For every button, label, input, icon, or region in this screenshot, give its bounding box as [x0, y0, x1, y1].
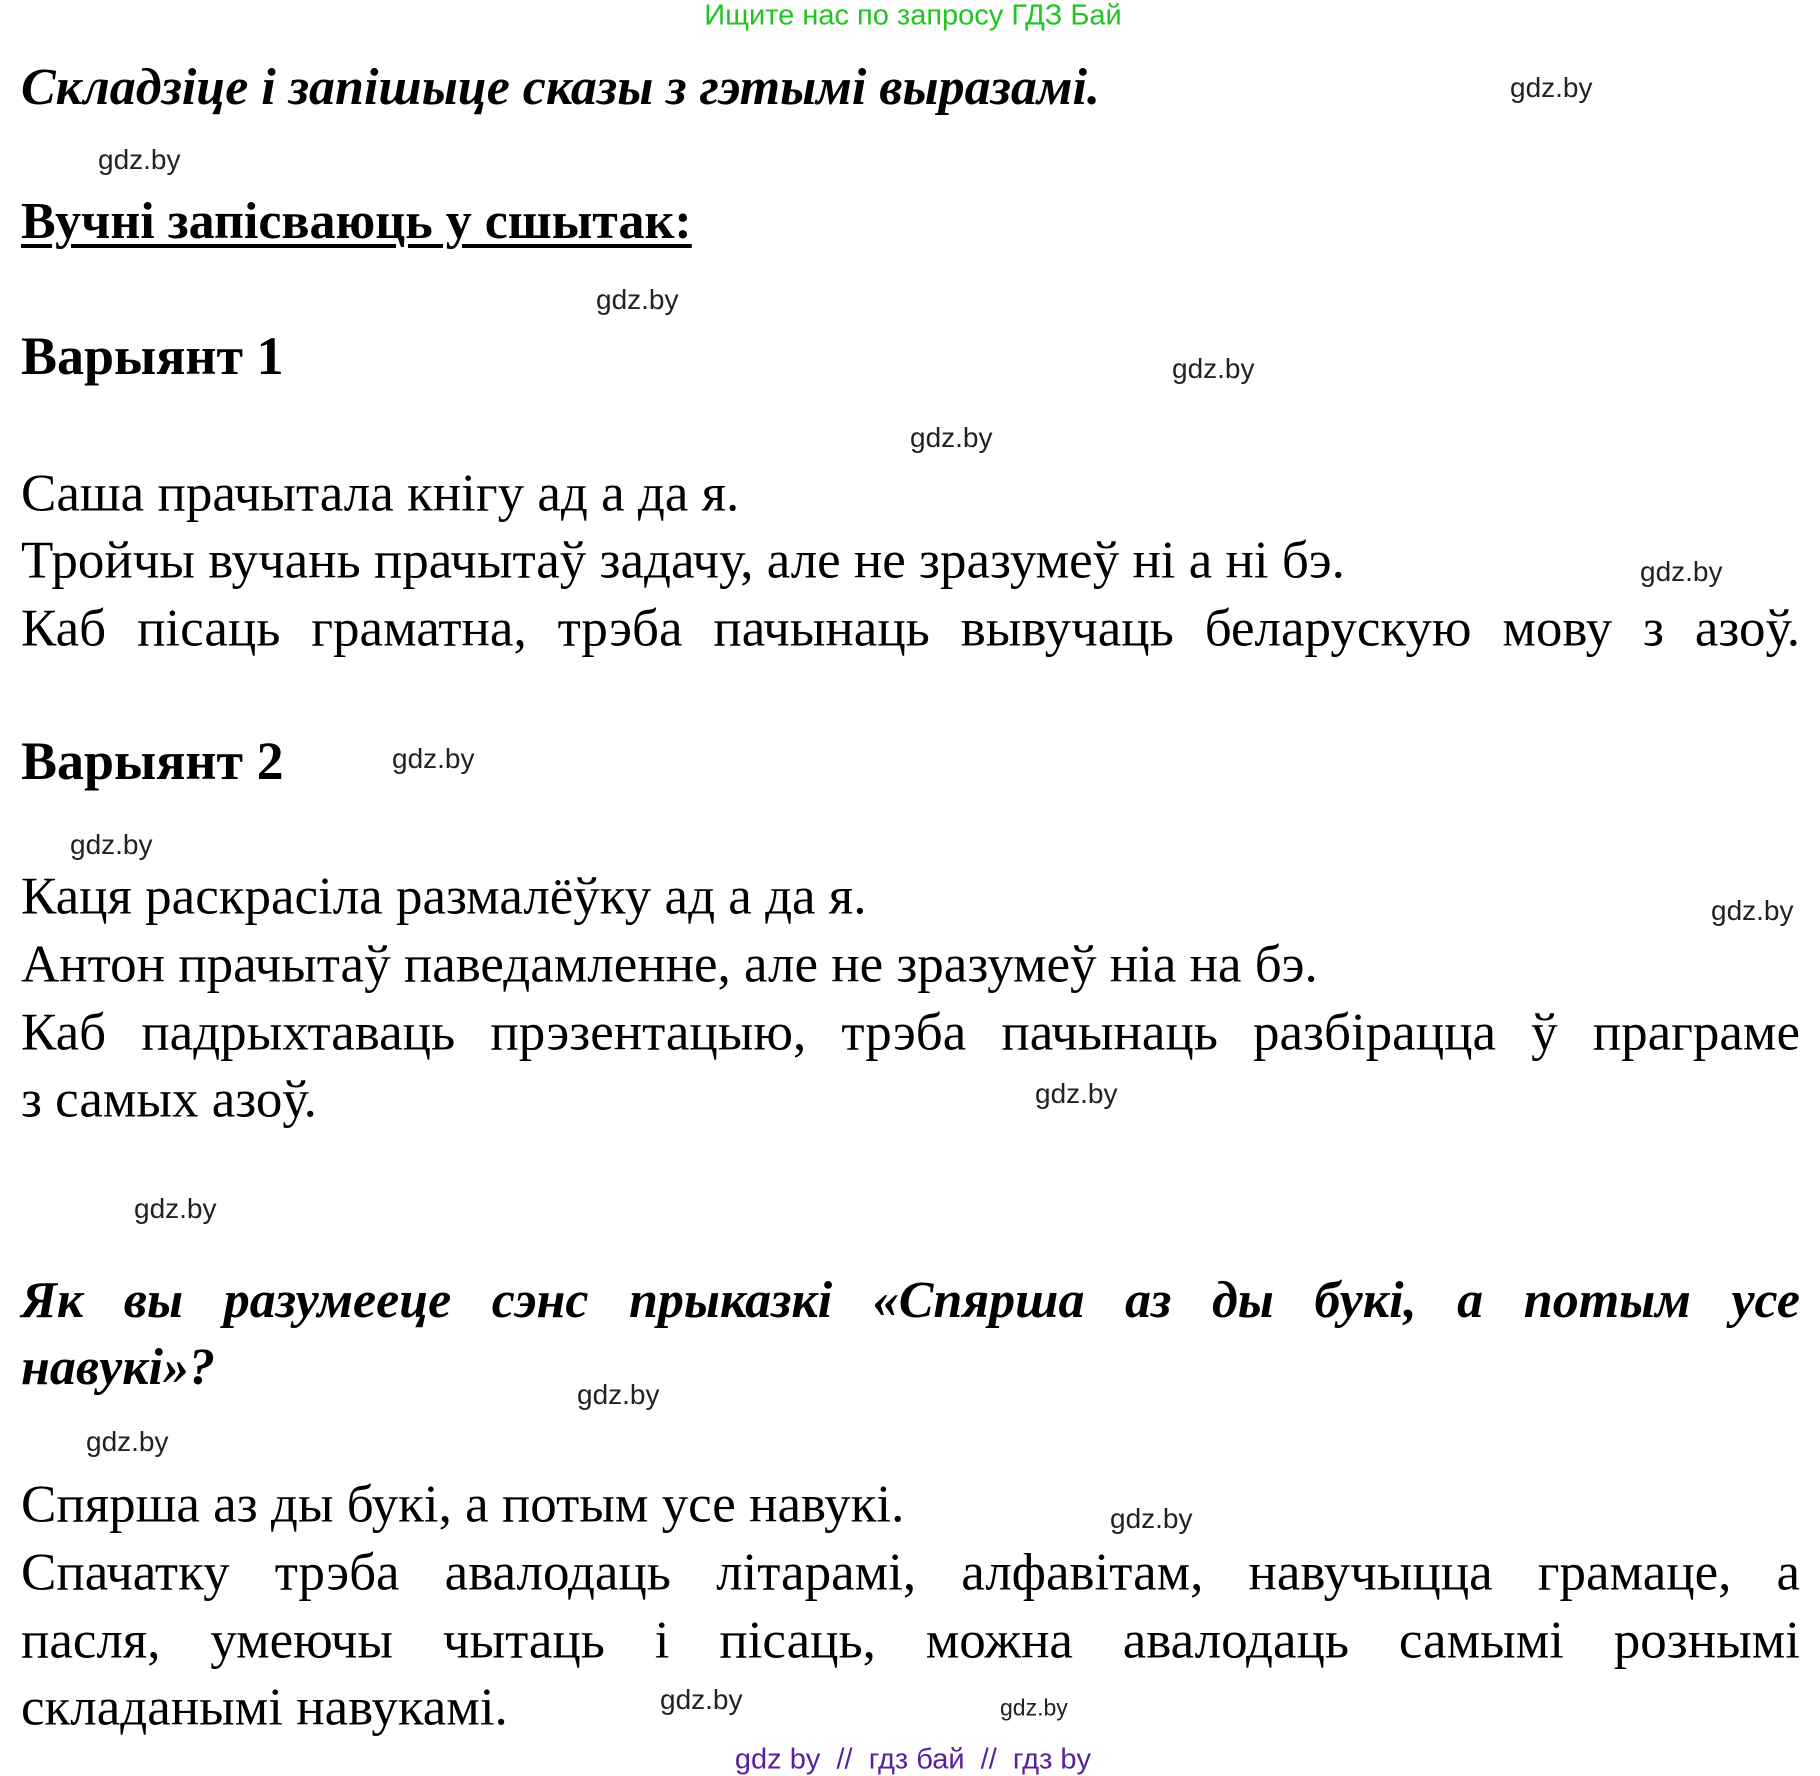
variant2-line: Антон прачытаў паведамленне, але не зразумеў ніа на бэ. — [21, 935, 1318, 994]
variant1-line: Тройчы вучань прачытаў задачу, але не зразумеў ні а ні бэ. — [21, 531, 1345, 590]
watermark: gdz.by — [392, 743, 475, 774]
variant2-line: Каб падрыхтаваць прэзентацыю, трэба пачынаць разбірацца ў праграме — [21, 1003, 1800, 1062]
variant1-line: Саша прачытала кнігу ад а да я. — [21, 464, 740, 523]
footer-links[interactable]: gdz by // гдз бай // гдз by — [734, 1743, 1092, 1776]
watermark: gdz.by — [1110, 1503, 1193, 1534]
answer-line: Спярша аз ды букі, а потым усе навукі. — [21, 1475, 905, 1534]
watermark: gdz.by — [98, 144, 181, 175]
task1-title: Складзіце і запішыце сказы з гэтымі выразамі. — [21, 59, 1100, 116]
variant1-line: Каб пісаць граматна, трэба пачынаць вывучаць беларускую мову з азоў. — [21, 599, 1800, 658]
watermark: gdz.by — [577, 1379, 660, 1410]
watermark: gdz.by — [910, 422, 993, 453]
watermark: gdz.by — [1510, 72, 1593, 103]
watermark: gdz.by — [660, 1684, 743, 1715]
answer-line: пасля, умеючы чытаць і пісаць, можна авалодаць самымі рознымі — [21, 1611, 1800, 1670]
answer-line: Спачатку трэба авалодаць літарамі, алфавітам, навучыцца грамаце, а — [21, 1543, 1800, 1602]
variant2-line: з самых азоў. — [21, 1070, 317, 1129]
variant2-line: Каця раскрасіла размалёўку ад а да я. — [21, 867, 867, 926]
task2-question: навукі»? — [21, 1339, 215, 1396]
answer-line: складанымі навукамі. — [21, 1678, 508, 1737]
variant1-title: Варыянт 1 — [21, 326, 284, 386]
watermark: gdz.by — [1035, 1078, 1118, 1109]
watermark: gdz.by — [1640, 556, 1723, 587]
variant2-title: Варыянт 2 — [21, 731, 284, 791]
watermark: gdz.by — [134, 1193, 217, 1224]
watermark: gdz.by — [1000, 1694, 1068, 1721]
search-banner: Ищите нас по запросу ГДЗ Бай — [704, 0, 1122, 32]
watermark: gdz.by — [86, 1426, 169, 1457]
watermark: gdz.by — [1172, 353, 1255, 384]
watermark: gdz.by — [70, 829, 153, 860]
watermark: gdz.by — [1711, 895, 1794, 926]
watermark: gdz.by — [596, 284, 679, 315]
notebook-heading: Вучні запісваюць у сшытак: — [21, 193, 692, 250]
task2-question: Як вы разумееце сэнс прыказкі «Спярша аз ды букі, а потым усе — [21, 1272, 1800, 1329]
